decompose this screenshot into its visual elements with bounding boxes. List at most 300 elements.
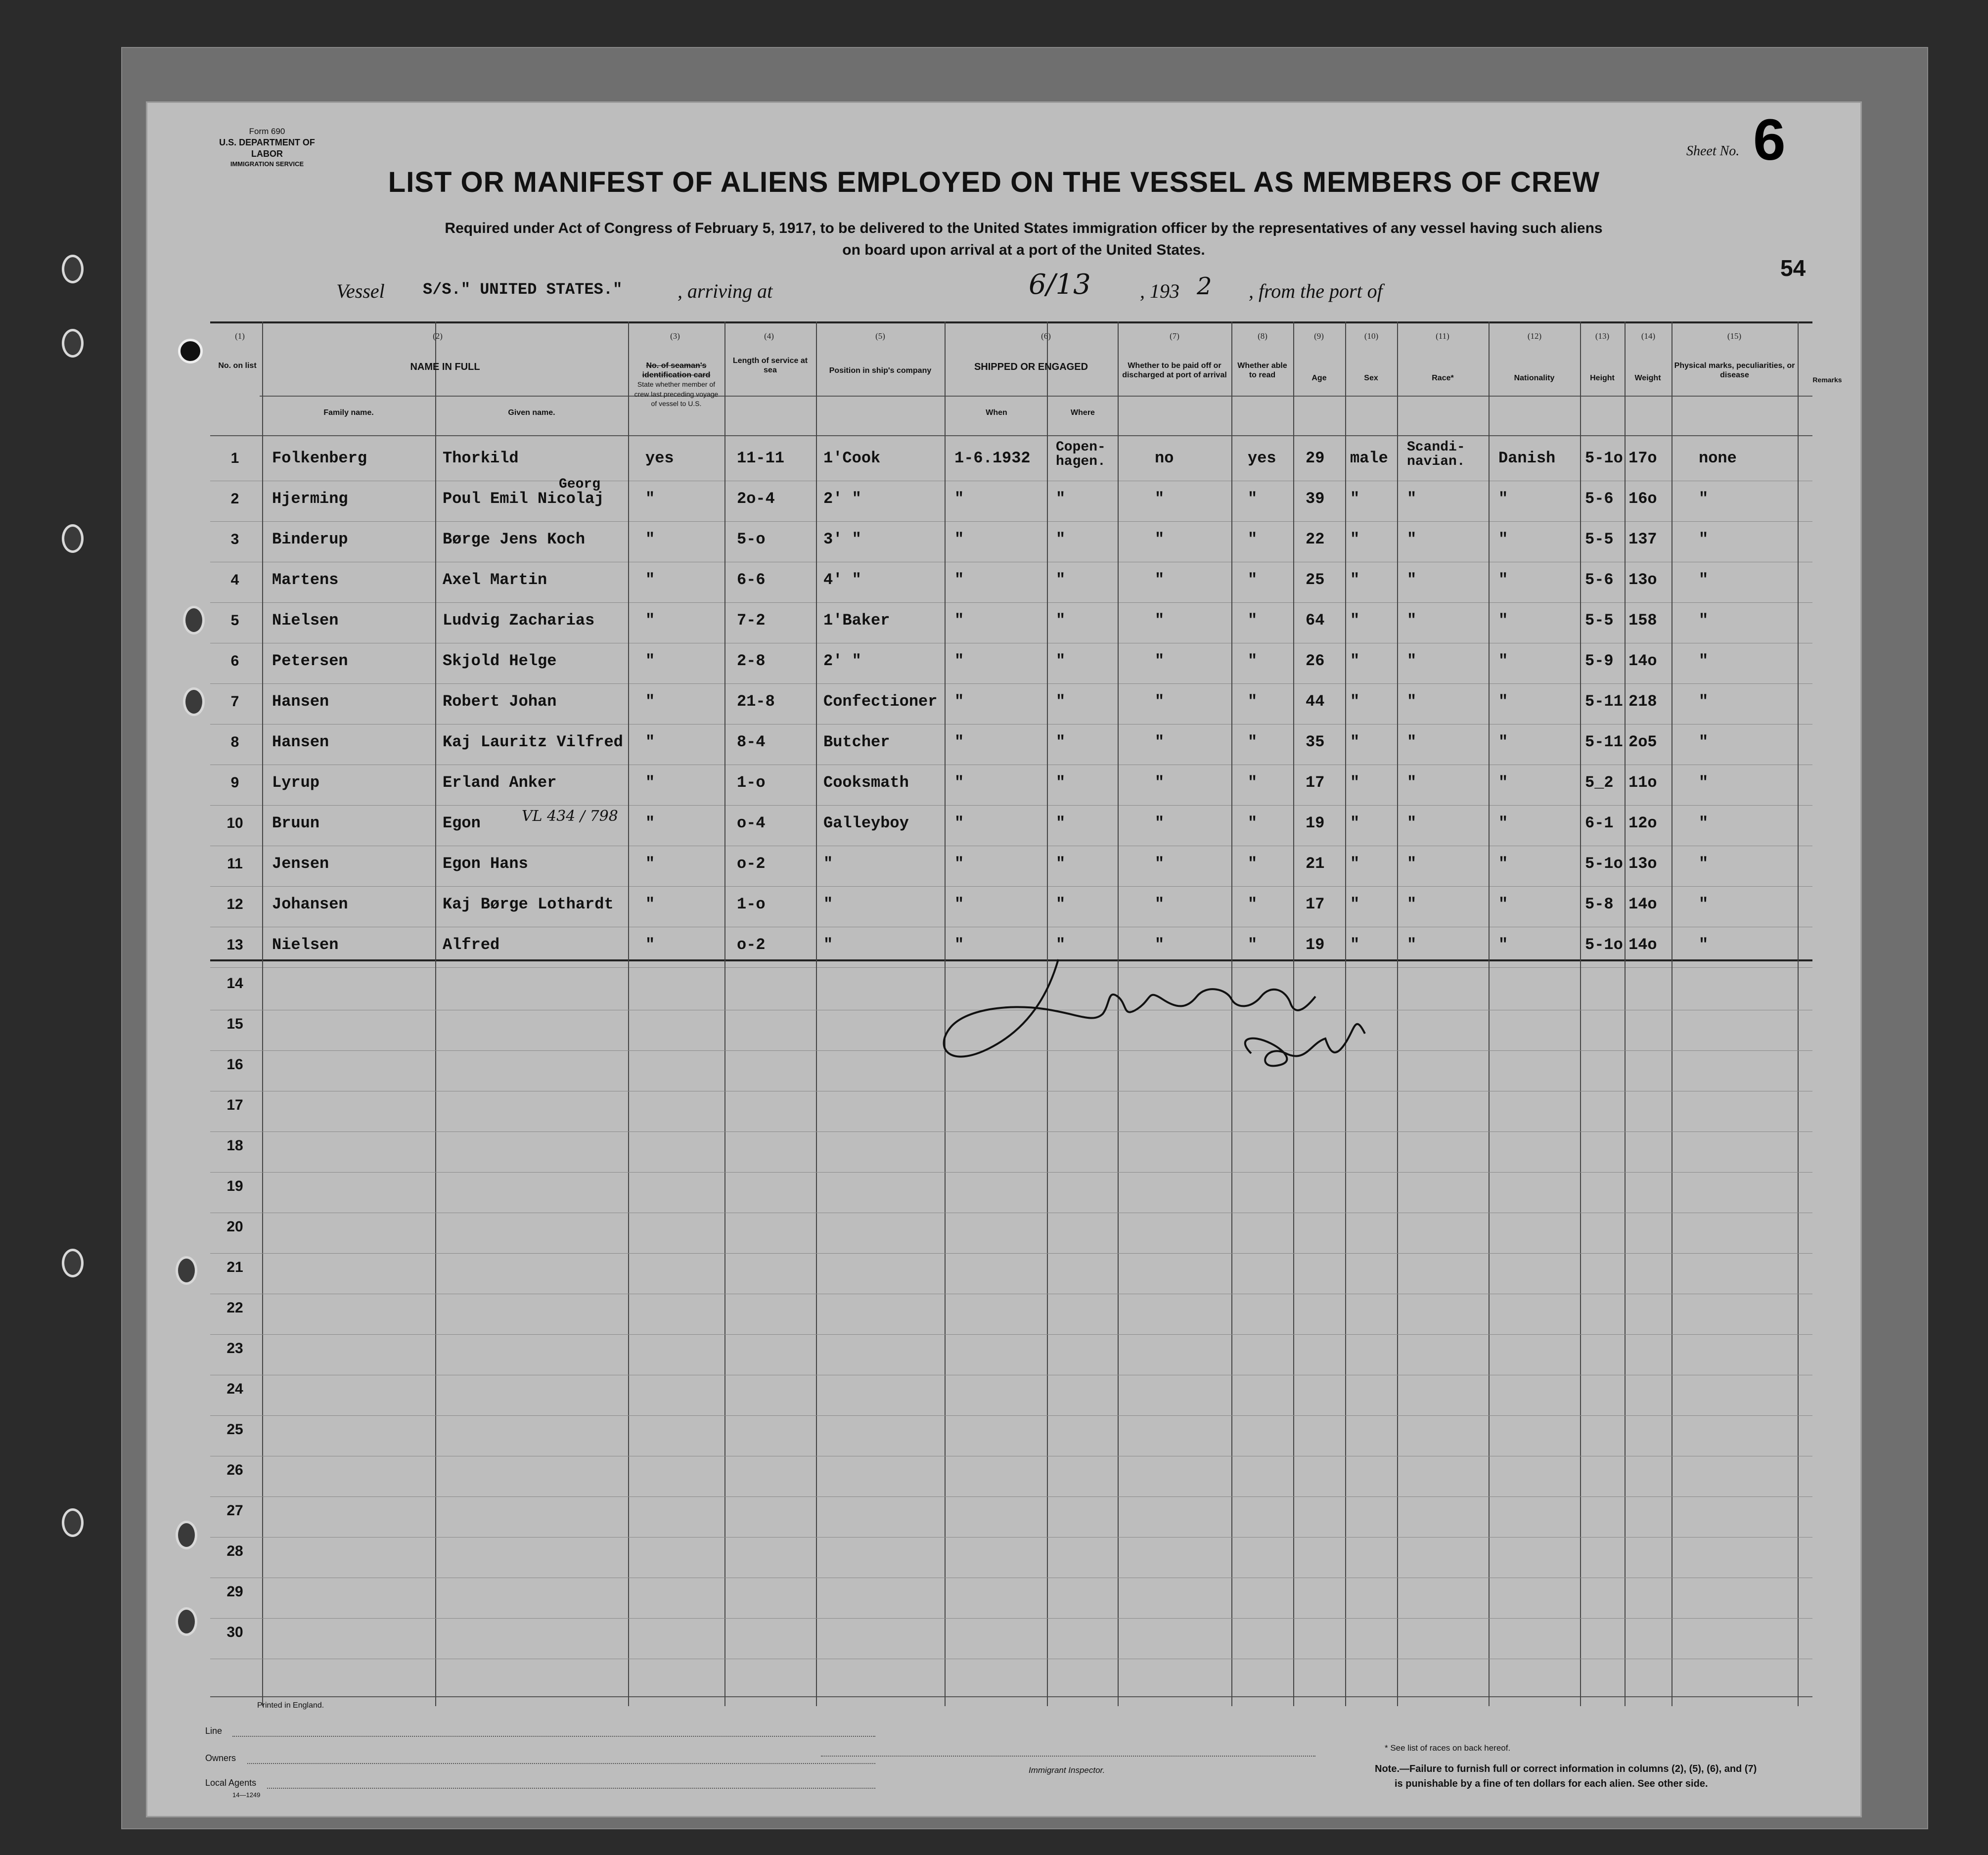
col-header-sex: Sex bbox=[1364, 374, 1378, 382]
col-header-given: Given name. bbox=[508, 408, 555, 417]
shipped-where-cell: " bbox=[1056, 530, 1066, 548]
paid-off-cell: " bbox=[1155, 855, 1165, 873]
paid-off-cell: " bbox=[1155, 814, 1165, 832]
column-divider bbox=[1798, 321, 1799, 1706]
family-name-cell: Bruun bbox=[272, 814, 320, 832]
col-header-race: Race* bbox=[1432, 374, 1454, 382]
family-name-cell: Martens bbox=[272, 571, 339, 589]
empty-row-line bbox=[210, 1496, 1812, 1497]
given-name-cell: Kaj Lauritz Vilfred bbox=[443, 733, 623, 751]
voyage-cell: " bbox=[645, 773, 655, 792]
inspector-label: Immigrant Inspector. bbox=[1029, 1765, 1105, 1775]
service-length-cell: 2o-4 bbox=[737, 490, 775, 508]
height-cell: 5-1o bbox=[1585, 936, 1623, 954]
column-number: (6) bbox=[1041, 331, 1051, 341]
column-number: (14) bbox=[1641, 331, 1656, 341]
shipped-when-cell: " bbox=[954, 895, 964, 913]
weight-cell: 14o bbox=[1628, 895, 1657, 913]
voyage-cell: " bbox=[645, 692, 655, 711]
given-name-cell: Erland Anker bbox=[443, 773, 557, 792]
able-to-read-cell: " bbox=[1248, 936, 1258, 954]
weight-cell: 12o bbox=[1628, 814, 1657, 832]
column-divider bbox=[724, 321, 725, 1706]
sex-cell: " bbox=[1350, 652, 1360, 670]
column-number: (3) bbox=[670, 331, 680, 341]
physical-marks-cell: " bbox=[1699, 895, 1709, 913]
sex-cell: " bbox=[1350, 692, 1360, 711]
physical-marks-cell: " bbox=[1699, 855, 1709, 873]
weight-cell: 13o bbox=[1628, 571, 1657, 589]
given-name-cell: Egon bbox=[443, 814, 481, 832]
form-number: Form 690 bbox=[249, 127, 285, 136]
service-length-cell: 11-11 bbox=[737, 449, 785, 467]
physical-marks-cell: " bbox=[1699, 652, 1709, 670]
paid-off-cell: " bbox=[1155, 733, 1165, 751]
physical-marks-cell: " bbox=[1699, 733, 1709, 751]
shipped-where-cell: " bbox=[1056, 611, 1066, 630]
family-name-cell: Hjerming bbox=[272, 490, 348, 508]
given-name-cell: Alfred bbox=[443, 936, 500, 954]
shipped-where-cell: " bbox=[1056, 571, 1066, 589]
column-divider bbox=[1625, 321, 1626, 1706]
sex-cell: " bbox=[1350, 733, 1360, 751]
nationality-cell: " bbox=[1498, 855, 1508, 873]
voyage-cell: " bbox=[645, 733, 655, 751]
empty-row-number: 29 bbox=[226, 1584, 243, 1600]
local-agents-label: Local Agents bbox=[205, 1778, 257, 1788]
given-name-cell: Børge Jens Koch bbox=[443, 530, 586, 548]
position-cell: 3' " bbox=[823, 530, 861, 548]
row-number: 9 bbox=[230, 774, 239, 791]
column-number: (11) bbox=[1436, 331, 1449, 341]
sex-cell: " bbox=[1350, 855, 1360, 873]
sex-cell: male bbox=[1350, 449, 1388, 467]
voyage-cell: " bbox=[645, 814, 655, 832]
age-cell: 29 bbox=[1306, 449, 1325, 467]
nationality-cell: " bbox=[1498, 692, 1508, 711]
height-cell: 5-5 bbox=[1585, 611, 1614, 630]
given-name-cell: Axel Martin bbox=[443, 571, 547, 589]
row-number: 7 bbox=[230, 693, 239, 710]
shipped-when-cell: " bbox=[954, 490, 964, 508]
empty-row-line bbox=[210, 1415, 1812, 1416]
able-to-read-cell: " bbox=[1248, 895, 1258, 913]
handwritten-note: VL 434 / 798 bbox=[522, 808, 618, 825]
penalty-note bbox=[1375, 1762, 1757, 1791]
col-header-seaman-id bbox=[631, 361, 722, 408]
header-bottom bbox=[210, 435, 1812, 436]
row-line bbox=[210, 805, 1812, 806]
binder-hole bbox=[62, 329, 84, 358]
family-name-cell: Nielsen bbox=[272, 611, 339, 630]
department-name: U.S. DEPARTMENT OF LABOR bbox=[219, 137, 315, 159]
able-to-read-cell: " bbox=[1248, 773, 1258, 792]
penalty-note-line-1: Note.—Failure to furnish full or correct information in columns (2), (5), (6), and (7) bbox=[1375, 1764, 1757, 1774]
row-number: 5 bbox=[230, 612, 239, 629]
column-number: (4) bbox=[764, 331, 774, 341]
age-cell: 35 bbox=[1306, 733, 1325, 751]
weight-cell: 137 bbox=[1628, 530, 1657, 548]
position-cell: 4' " bbox=[823, 571, 861, 589]
race-cell: " bbox=[1407, 692, 1417, 711]
binder-hole bbox=[178, 339, 203, 363]
row-number: 10 bbox=[226, 815, 243, 831]
col-header-remarks: Remarks bbox=[1812, 376, 1842, 384]
position-cell: 1'Baker bbox=[823, 611, 890, 630]
race-cell: " bbox=[1407, 530, 1417, 548]
row-number: 2 bbox=[230, 491, 239, 507]
race-note: * See list of races on back hereof. bbox=[1385, 1743, 1511, 1753]
nationality-cell: " bbox=[1498, 733, 1508, 751]
empty-row-line bbox=[210, 1172, 1812, 1173]
penalty-note-line-2: is punishable by a fine of ten dollars for each alien. See other side. bbox=[1395, 1778, 1708, 1789]
empty-row-number: 19 bbox=[226, 1178, 243, 1194]
empty-row-number: 16 bbox=[226, 1056, 243, 1073]
binder-hole bbox=[62, 1249, 84, 1277]
from-port-label: , from the port of bbox=[1249, 280, 1383, 302]
shipped-when-cell: " bbox=[954, 652, 964, 670]
physical-marks-cell: none bbox=[1699, 449, 1737, 467]
shipped-where-cell: " bbox=[1056, 733, 1066, 751]
page-subtitle bbox=[356, 218, 1691, 261]
col-header-physical-marks: Physical marks, peculiarities, or disease bbox=[1674, 362, 1795, 380]
empty-row-number: 27 bbox=[226, 1502, 243, 1519]
row-number: 12 bbox=[226, 896, 243, 912]
weight-cell: 218 bbox=[1628, 692, 1657, 711]
race-cell: " bbox=[1407, 895, 1417, 913]
binder-hole bbox=[176, 1521, 197, 1549]
row-number: 1 bbox=[230, 450, 239, 466]
empty-row-line bbox=[210, 1131, 1812, 1132]
table-bottom bbox=[210, 1696, 1812, 1697]
binder-hole bbox=[62, 1508, 84, 1537]
column-number: (7) bbox=[1170, 331, 1179, 341]
col-header-shipped: SHIPPED OR ENGAGED bbox=[974, 362, 1088, 372]
row-number: 8 bbox=[230, 734, 239, 750]
line-dotted-field bbox=[232, 1736, 875, 1737]
column-number: (15) bbox=[1727, 331, 1742, 341]
sheet-label: Sheet No. bbox=[1686, 143, 1740, 159]
shipped-where-cell: Copen- hagen. bbox=[1056, 440, 1106, 470]
col-header-no: No. on list bbox=[218, 362, 257, 370]
family-name-cell: Nielsen bbox=[272, 936, 339, 954]
weight-cell: 158 bbox=[1628, 611, 1657, 630]
age-cell: 64 bbox=[1306, 611, 1325, 630]
service-length-cell: 5-o bbox=[737, 530, 766, 548]
column-divider bbox=[628, 321, 629, 1706]
col-header-when: When bbox=[986, 408, 1007, 417]
able-to-read-cell: yes bbox=[1248, 449, 1276, 467]
binder-hole bbox=[176, 1256, 197, 1285]
empty-row-number: 28 bbox=[226, 1543, 243, 1559]
paid-off-cell: " bbox=[1155, 895, 1165, 913]
shipped-when-cell: " bbox=[954, 611, 964, 630]
col-header-paid: Whether to be paid off or discharged at port of arrival bbox=[1122, 362, 1227, 380]
physical-marks-cell: " bbox=[1699, 490, 1709, 508]
race-cell: " bbox=[1407, 571, 1417, 589]
family-name-cell: Jensen bbox=[272, 855, 329, 873]
shipped-when-cell: " bbox=[954, 814, 964, 832]
age-cell: 39 bbox=[1306, 490, 1325, 508]
family-name-cell: Hansen bbox=[272, 692, 329, 711]
column-number: (5) bbox=[875, 331, 885, 341]
binder-hole bbox=[62, 524, 84, 553]
col-header-position: Position in ship's company bbox=[829, 366, 932, 375]
race-cell: " bbox=[1407, 652, 1417, 670]
sex-cell: " bbox=[1350, 936, 1360, 954]
race-cell: Scandi- navian. bbox=[1407, 440, 1465, 470]
shipped-where-cell: " bbox=[1056, 773, 1066, 792]
paid-off-cell: " bbox=[1155, 936, 1165, 954]
paid-off-cell: " bbox=[1155, 773, 1165, 792]
service-length-cell: 7-2 bbox=[737, 611, 766, 630]
empty-row-number: 30 bbox=[226, 1624, 243, 1640]
empty-row-line bbox=[210, 1334, 1812, 1335]
empty-row-number: 18 bbox=[226, 1137, 243, 1154]
able-to-read-cell: " bbox=[1248, 490, 1258, 508]
age-cell: 22 bbox=[1306, 530, 1325, 548]
column-divider bbox=[435, 321, 436, 1706]
col-header-read: Whether able to read bbox=[1237, 362, 1287, 380]
row-number: 3 bbox=[230, 531, 239, 547]
height-cell: 5-8 bbox=[1585, 895, 1614, 913]
binder-hole bbox=[176, 1607, 197, 1636]
vessel-line bbox=[336, 269, 1721, 304]
height-cell: 5-11 bbox=[1585, 692, 1623, 711]
shipped-when-cell: " bbox=[954, 571, 964, 589]
height-cell: 5-6 bbox=[1585, 571, 1614, 589]
col-header-age: Age bbox=[1311, 374, 1327, 382]
empty-row-line bbox=[210, 1618, 1812, 1619]
column-number: (12) bbox=[1527, 331, 1542, 341]
able-to-read-cell: " bbox=[1248, 692, 1258, 711]
weight-cell: 13o bbox=[1628, 855, 1657, 873]
nationality-cell: " bbox=[1498, 814, 1508, 832]
weight-cell: 14o bbox=[1628, 652, 1657, 670]
vessel-name: S/S." UNITED STATES." bbox=[423, 280, 623, 299]
family-name-cell: Johansen bbox=[272, 895, 348, 913]
nationality-cell: " bbox=[1498, 652, 1508, 670]
col-header-height: Height bbox=[1590, 374, 1615, 382]
position-cell: 2' " bbox=[823, 490, 861, 508]
given-name-addition: Georg bbox=[559, 477, 601, 492]
empty-row-number: 26 bbox=[226, 1462, 243, 1478]
physical-marks-cell: " bbox=[1699, 936, 1709, 954]
given-name-cell: Robert Johan bbox=[443, 692, 557, 711]
column-number: (13) bbox=[1595, 331, 1610, 341]
given-name-cell: Thorkild bbox=[443, 449, 519, 467]
able-to-read-cell: " bbox=[1248, 652, 1258, 670]
owners-dotted-field bbox=[247, 1763, 875, 1764]
given-name-cell: Skjold Helge bbox=[443, 652, 557, 670]
position-cell: " bbox=[823, 936, 833, 954]
arriving-label: , arriving at bbox=[678, 280, 773, 302]
column-divider bbox=[262, 321, 263, 1706]
signature-stroke bbox=[944, 959, 1365, 1066]
service-length-cell: 1-o bbox=[737, 773, 766, 792]
height-cell: 5-9 bbox=[1585, 652, 1614, 670]
physical-marks-cell: " bbox=[1699, 692, 1709, 711]
height-cell: 5-1o bbox=[1585, 855, 1623, 873]
able-to-read-cell: " bbox=[1248, 814, 1258, 832]
sex-cell: " bbox=[1350, 571, 1360, 589]
family-name-cell: Petersen bbox=[272, 652, 348, 670]
service-length-cell: 1-o bbox=[737, 895, 766, 913]
position-cell: Cooksmath bbox=[823, 773, 909, 792]
service-length-cell: 2-8 bbox=[737, 652, 766, 670]
voyage-cell: " bbox=[645, 530, 655, 548]
shipped-when-cell: " bbox=[954, 936, 964, 954]
height-cell: 5_2 bbox=[1585, 773, 1614, 792]
service-length-cell: o-2 bbox=[737, 936, 766, 954]
family-name-cell: Hansen bbox=[272, 733, 329, 751]
race-cell: " bbox=[1407, 814, 1417, 832]
nationality-cell: " bbox=[1498, 773, 1508, 792]
physical-marks-cell: " bbox=[1699, 571, 1709, 589]
page-title: LIST OR MANIFEST OF ALIENS EMPLOYED ON THE VESSEL AS MEMBERS OF CREW bbox=[388, 166, 1600, 198]
empty-row-number: 24 bbox=[226, 1381, 243, 1397]
age-cell: 19 bbox=[1306, 814, 1325, 832]
col-header-nationality: Nationality bbox=[1514, 374, 1555, 382]
physical-marks-cell: " bbox=[1699, 530, 1709, 548]
height-cell: 5-5 bbox=[1585, 530, 1614, 548]
age-cell: 19 bbox=[1306, 936, 1325, 954]
race-cell: " bbox=[1407, 611, 1417, 630]
service-length-cell: o-2 bbox=[737, 855, 766, 873]
nationality-cell: Danish bbox=[1498, 449, 1556, 467]
row-number: 6 bbox=[230, 653, 239, 669]
shipped-when-cell: " bbox=[954, 855, 964, 873]
shipped-where-cell: " bbox=[1056, 814, 1066, 832]
binder-hole bbox=[183, 687, 205, 716]
able-to-read-cell: " bbox=[1248, 611, 1258, 630]
voyage-cell: yes bbox=[645, 449, 674, 467]
column-divider bbox=[816, 321, 817, 1706]
shipped-where-cell: " bbox=[1056, 936, 1066, 954]
sex-cell: " bbox=[1350, 490, 1360, 508]
voyage-cell: " bbox=[645, 490, 655, 508]
shipped-where-cell: " bbox=[1056, 652, 1066, 670]
shipped-when-cell: " bbox=[954, 773, 964, 792]
form-code: 14—1249 bbox=[232, 1791, 261, 1799]
age-cell: 44 bbox=[1306, 692, 1325, 711]
age-cell: 25 bbox=[1306, 571, 1325, 589]
service-length-cell: 8-4 bbox=[737, 733, 766, 751]
owners-label: Owners bbox=[205, 1753, 236, 1763]
col-header-service: Length of service at sea bbox=[732, 357, 808, 375]
service-length-cell: 21-8 bbox=[737, 692, 775, 711]
physical-marks-cell: " bbox=[1699, 611, 1709, 630]
column-number: (2) bbox=[433, 331, 443, 341]
line-label: Line bbox=[205, 1726, 223, 1736]
empty-row-number: 25 bbox=[226, 1421, 243, 1438]
paid-off-cell: " bbox=[1155, 652, 1165, 670]
row-number: 13 bbox=[226, 937, 243, 953]
shipped-when-cell: 1-6.1932 bbox=[954, 449, 1031, 467]
sex-cell: " bbox=[1350, 530, 1360, 548]
race-cell: " bbox=[1407, 490, 1417, 508]
race-cell: " bbox=[1407, 936, 1417, 954]
paid-off-cell: no bbox=[1155, 449, 1174, 467]
table-border bbox=[210, 321, 1812, 323]
column-number: (1) bbox=[235, 331, 245, 341]
empty-row-number: 23 bbox=[226, 1340, 243, 1357]
sex-cell: " bbox=[1350, 895, 1360, 913]
able-to-read-cell: " bbox=[1248, 733, 1258, 751]
column-divider bbox=[1489, 321, 1490, 1706]
column-number: (9) bbox=[1314, 331, 1324, 341]
physical-marks-cell: " bbox=[1699, 814, 1709, 832]
page-number: 54 bbox=[1780, 255, 1806, 281]
empty-row-number: 17 bbox=[226, 1097, 243, 1113]
row-line bbox=[210, 683, 1812, 684]
shipped-when-cell: " bbox=[954, 733, 964, 751]
voyage-cell: " bbox=[645, 895, 655, 913]
nationality-cell: " bbox=[1498, 611, 1508, 630]
given-name-cell: Kaj Børge Lothardt bbox=[443, 895, 614, 913]
weight-cell: 11o bbox=[1628, 773, 1657, 792]
row-line bbox=[210, 521, 1812, 522]
sex-cell: " bbox=[1350, 611, 1360, 630]
able-to-read-cell: " bbox=[1248, 530, 1258, 548]
paid-off-cell: " bbox=[1155, 692, 1165, 711]
empty-row-line bbox=[210, 1537, 1812, 1538]
column-number: (8) bbox=[1258, 331, 1267, 341]
weight-cell: 16o bbox=[1628, 490, 1657, 508]
seaman-id-struck-text: No. of seaman's identification card bbox=[642, 362, 711, 380]
paid-off-cell: " bbox=[1155, 530, 1165, 548]
age-cell: 17 bbox=[1306, 895, 1325, 913]
binder-hole bbox=[62, 255, 84, 283]
weight-cell: 2o5 bbox=[1628, 733, 1657, 751]
form-identifier bbox=[208, 126, 326, 169]
given-name-cell: Ludvig Zacharias bbox=[443, 611, 595, 630]
col-header-family: Family name. bbox=[323, 408, 374, 417]
service-length-cell: o-4 bbox=[737, 814, 766, 832]
position-cell: " bbox=[823, 895, 833, 913]
empty-row-number: 22 bbox=[226, 1300, 243, 1316]
weight-cell: 17o bbox=[1628, 449, 1657, 467]
family-name-cell: Folkenberg bbox=[272, 449, 367, 467]
inspector-signature bbox=[930, 950, 1449, 1123]
race-cell: " bbox=[1407, 733, 1417, 751]
voyage-cell: " bbox=[645, 936, 655, 954]
shipped-where-cell: " bbox=[1056, 490, 1066, 508]
nationality-cell: " bbox=[1498, 530, 1508, 548]
shipped-when-cell: " bbox=[954, 692, 964, 711]
row-number: 11 bbox=[227, 856, 243, 872]
subtitle-line-1: Required under Act of Congress of February 5, 1917, to be delivered to the United States immigration officer by the representatives of any vessel having such aliens bbox=[445, 220, 1603, 236]
nationality-cell: " bbox=[1498, 895, 1508, 913]
family-name-cell: Binderup bbox=[272, 530, 348, 548]
age-cell: 21 bbox=[1306, 855, 1325, 873]
age-cell: 17 bbox=[1306, 773, 1325, 792]
height-cell: 5-1o bbox=[1585, 449, 1623, 467]
sheet-number: 6 bbox=[1753, 107, 1786, 173]
column-number: (10) bbox=[1364, 331, 1379, 341]
shipped-where-cell: " bbox=[1056, 692, 1066, 711]
position-cell: 2' " bbox=[823, 652, 861, 670]
empty-row-number: 15 bbox=[226, 1016, 243, 1032]
col-header-where: Where bbox=[1071, 408, 1095, 417]
height-cell: 5-6 bbox=[1585, 490, 1614, 508]
given-name-cell: Egon Hans bbox=[443, 855, 528, 873]
inspector-dotted-field bbox=[821, 1756, 1315, 1757]
nationality-cell: " bbox=[1498, 490, 1508, 508]
seaman-id-voyage-text: State whether member of crew last preceding voyage of vessel to U.S. bbox=[634, 380, 719, 407]
local-agents-dotted-field bbox=[267, 1788, 875, 1789]
position-cell: Butcher bbox=[823, 733, 890, 751]
